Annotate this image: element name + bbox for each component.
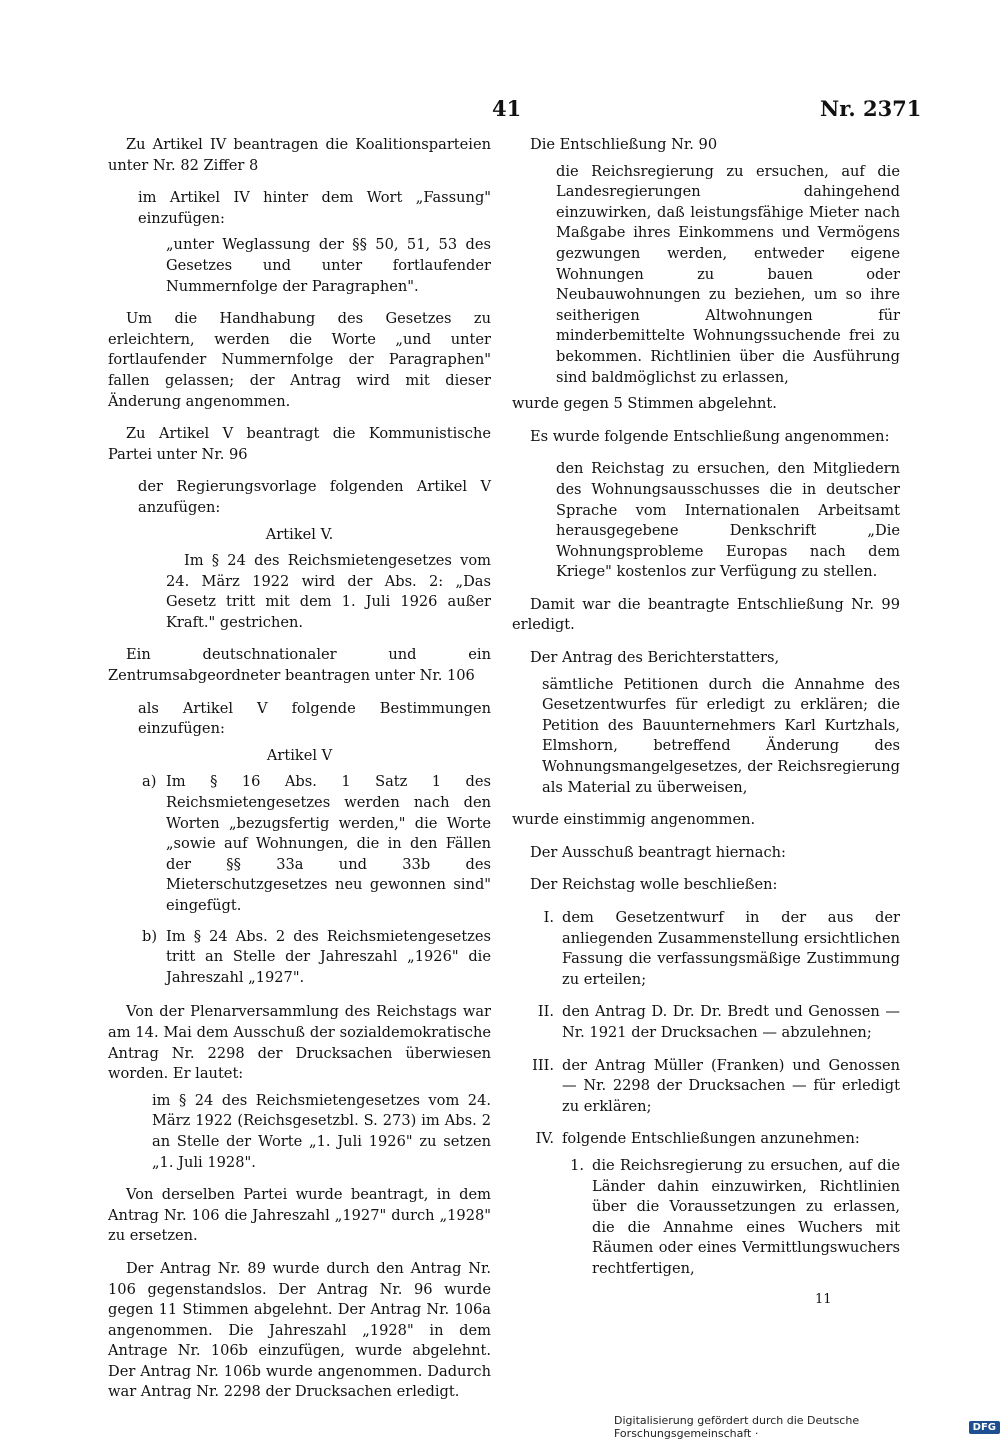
page-number: 41 — [492, 96, 522, 121]
right-column — [512, 135, 900, 1292]
quote: sämtliche Petitionen durch die Annahme des Gesetzentwurfes für erledigt zu erklären; die Petition des Bauunternehmers Karl Kurtzhals, Elmshorn, betreffend Änderung des Wohnungsmangelgesetzes, der Reichsregierung als Material zu überweisen, — [542, 675, 900, 796]
quote: „unter Weglassung der §§ 50, 51, 53 des Gesetzes und unter fortlaufender Nummernfolge der Paragraphen". — [166, 236, 491, 295]
list-text: dem Gesetzentwurf in der aus der anliegenden Zusammenstellung ersichtlichen Fassung die verfassungsmäßige Zustimmung zu erteilen; — [562, 909, 900, 988]
list-marker: III. — [532, 1056, 554, 1074]
paragraph: im Artikel IV hinter dem Wort „Fassung" einzufügen: — [138, 189, 491, 227]
paragraph: Der Antrag Nr. 89 wurde durch den Antrag Nr. 106 gegenstandslos. Der Antrag Nr. 96 wurde gegen 11 Stimmen abgelehnt. Der Antrag Nr. 106a angenommen. Die Jahreszahl „1928" in dem Antrage Nr. 106b einzufügen, wurde abgelehnt. Der Antrag Nr. 106b wurde angenommen. Dadurch war Antrag Nr. 2298 der Drucksachen erledigt. — [108, 1259, 491, 1401]
list-text: den Antrag D. Dr. Dr. Bredt und Genossen — Nr. 1921 der Drucksachen — abzulehnen; — [562, 1003, 900, 1041]
paragraph: der Regierungsvorlage folgenden Artikel V anzufügen: — [138, 478, 491, 516]
paragraph: wurde einstimmig angenommen. — [512, 811, 756, 829]
list-text: Im § 24 Abs. 2 des Reichsmietengesetzes tritt an Stelle der Jahreszahl „1926" die Jahreszahl „1927". — [166, 927, 491, 986]
left-column — [108, 135, 491, 1415]
dfg-logo: DFG — [969, 1421, 1000, 1434]
list-item — [512, 1129, 900, 1150]
list-item — [512, 1002, 900, 1043]
paragraph: Die Entschließung Nr. 90 — [530, 136, 718, 153]
paragraph: Ein deutschnationaler und ein Zentrumsabgeordneter beantragen unter Nr. 106 — [108, 646, 491, 685]
quote: den Reichstag zu ersuchen, den Mitgliedern des Wohnungsausschusses die in deutscher Sprache vom Internationalen Arbeitsamt herausgegebene Denkschrift „Die Wohnungsprobleme Europas nach dem Kriege" kostenlos zur Verfügung zu stellen. — [556, 460, 900, 581]
document-number: Nr. 2371 — [820, 96, 922, 121]
paragraph: Zu Artikel IV beantragen die Koalitionsparteien unter Nr. 82 Ziffer 8 — [108, 136, 491, 174]
list-marker: 1. — [570, 1156, 584, 1174]
article-heading: Artikel V. — [265, 525, 334, 543]
paragraph: Der Ausschuß beantragt hiernach: — [530, 843, 786, 861]
list-marker: IV. — [535, 1130, 554, 1148]
list-item — [142, 772, 491, 916]
paragraph: Von der Plenarversammlung des Reichstags war am 14. Mai dem Ausschuß der sozialdemokratische Antrag Nr. 2298 der Drucksachen überwiesen worden. Er lautet: — [108, 1003, 491, 1083]
article-heading: Artikel V — [266, 746, 333, 764]
footer — [614, 1414, 1000, 1440]
quote: im § 24 des Reichsmietengesetzes vom 24. März 1922 (Reichsgesetzbl. S. 273) im Abs. 2 an Stelle der Worte „1. Juli 1926" zu setzen „1. Juli 1928". — [152, 1091, 491, 1171]
paragraph: Der Reichstag wolle beschließen: — [530, 876, 778, 894]
list-text: Im § 16 Abs. 1 Satz 1 des Reichsmietengesetzes werden nach den Worten „bezugsfertig werden," die Worte „sowie auf Wohnungen, die in den Fällen der §§ 33a und 33b des Mieterschutzgesetzes neu gewonnen sind" eingefügt. — [166, 773, 491, 914]
paragraph: Von derselben Partei wurde beantragt, in dem Antrag Nr. 106 die Jahreszahl „1927" durch „1928" zu ersetzen. — [108, 1186, 491, 1245]
paragraph: wurde gegen 5 Stimmen abgelehnt. — [512, 395, 777, 413]
paragraph: Es wurde folgende Entschließung angenommen: — [530, 427, 890, 445]
list-item — [142, 927, 491, 989]
list-item — [512, 1056, 900, 1118]
paragraph: als Artikel V folgende Bestimmungen einzufügen: — [138, 699, 491, 738]
paragraph: Um die Handhabung des Gesetzes zu erleichtern, werden die Worte „und unter fortlaufender Nummernfolge der Paragraphen" fallen gelassen; der Antrag wird mit dieser Änderung angenommen. — [108, 310, 491, 410]
list-item — [562, 1156, 900, 1280]
list-marker: I. — [543, 909, 554, 926]
paragraph: Im § 24 des Reichsmietengesetzes vom 24. März 1922 wird der Abs. 2: „Das Gesetz tritt mit dem 1. Juli 1926 außer Kraft." gestrichen. — [166, 552, 491, 631]
paragraph: Damit war die beantragte Entschließung Nr. 99 erledigt. — [512, 595, 900, 634]
quote: die Reichsregierung zu ersuchen, auf die Landesregierungen dahingehend einzuwirken, daß leistungsfähige Mieter nach Maßgabe ihres Einkommens und Vermögens gezwungen werden, entweder eigene Wohnungen zu bauen oder Neubauwohnungen zu beziehen, um so ihre seitherigen Altwohnungen für minderbemittelte Wohnungssuchende frei zu bekommen. Richtlinien über die Ausführung sind baldmöglichst zu erlassen, — [556, 162, 900, 386]
paragraph: Zu Artikel V beantragt die Kommunistische Partei unter Nr. 96 — [108, 425, 491, 463]
list-item — [512, 908, 900, 990]
list-marker: II. — [537, 1003, 554, 1021]
paragraph: Der Antrag des Berichterstatters, — [530, 649, 780, 667]
list-text: der Antrag Müller (Franken) und Genossen — Nr. 2298 der Drucksachen — für erledigt zu erklären; — [562, 1056, 900, 1115]
list-marker: b) — [142, 927, 158, 945]
list-text: folgende Entschließungen anzunehmen: — [562, 1130, 860, 1148]
list-text: die Reichsregierung zu ersuchen, auf die Länder dahin einzuwirken, Richtlinien über die Voraussetzungen zu erlassen, die die Annahme eines Wuchers mit Räumen oder eines Vermittlungswuchers rechtfertigen, — [592, 1156, 900, 1277]
sheet-number: 11 — [815, 1292, 832, 1307]
list-marker: a) — [142, 773, 157, 791]
footer-text: Digitalisierung gefördert durch die Deutsche Forschungsgemeinschaft · — [614, 1414, 860, 1440]
